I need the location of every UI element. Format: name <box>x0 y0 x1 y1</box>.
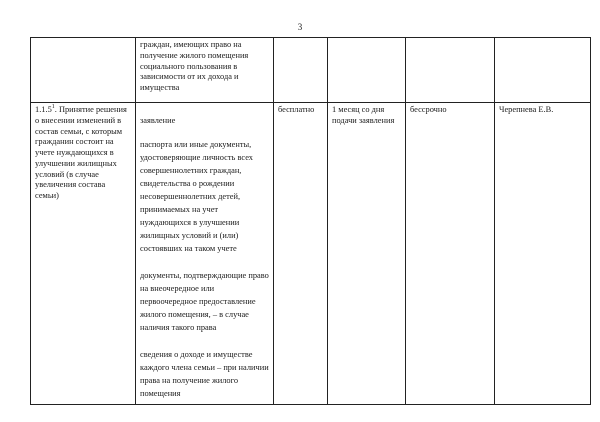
docs-item-priority-right: документы, подтверждающие право на внеочередное или первоочередное предоставление жилого помещения, – в случае наличия такого права <box>140 271 269 333</box>
table-row-service <box>31 103 591 405</box>
cell-docs-continuation <box>136 38 274 103</box>
cell-term-empty <box>328 38 406 103</box>
cell-fee <box>274 103 328 405</box>
cell-responsible <box>495 103 591 405</box>
fee-value: бесплатно <box>278 105 315 114</box>
term-value: 1 месяц со дня подачи заявления <box>332 105 395 125</box>
docs-continuation-text: граждан, имеющих право на получение жилого помещения социального пользования в зависимости от их дохода и имущества <box>140 40 249 92</box>
cell-responsible-empty <box>495 38 591 103</box>
docs-item-identity: паспорта или иные документы, удостоверяющие личность всех совершеннолетних граждан, свидетельства о рождении несовершеннолетних детей, принимаемых на учет нуждающихся в улучшении жилищных условий и (или) состоявших на таком учете <box>140 140 253 254</box>
cell-validity <box>406 103 495 405</box>
cell-service-empty <box>31 38 136 103</box>
table-row-continuation <box>31 38 591 103</box>
services-table <box>30 37 591 405</box>
service-number: 1.1.5 <box>35 105 52 114</box>
service-title: . Принятие решения о внесении изменений в состав семьи, с которым гражданин состоит на учете нуждающихся в улучшении жилищных условий (в случае увеличения состава семьи) <box>35 105 127 200</box>
cell-service-title <box>31 103 136 405</box>
docs-item-income: сведения о доходе и имуществе каждого члена семьи – при наличии права на получение жилого помещения <box>140 350 269 399</box>
cell-term <box>328 103 406 405</box>
page-number: 3 <box>297 22 303 32</box>
service-number-sup: 1 <box>51 104 55 111</box>
docs-heading: заявление <box>140 116 176 125</box>
cell-validity-empty <box>406 38 495 103</box>
responsible-person: Черепнева Е.В. <box>499 105 554 114</box>
cell-fee-empty <box>274 38 328 103</box>
cell-documents <box>136 103 274 405</box>
validity-value: бессрочно <box>410 105 447 114</box>
